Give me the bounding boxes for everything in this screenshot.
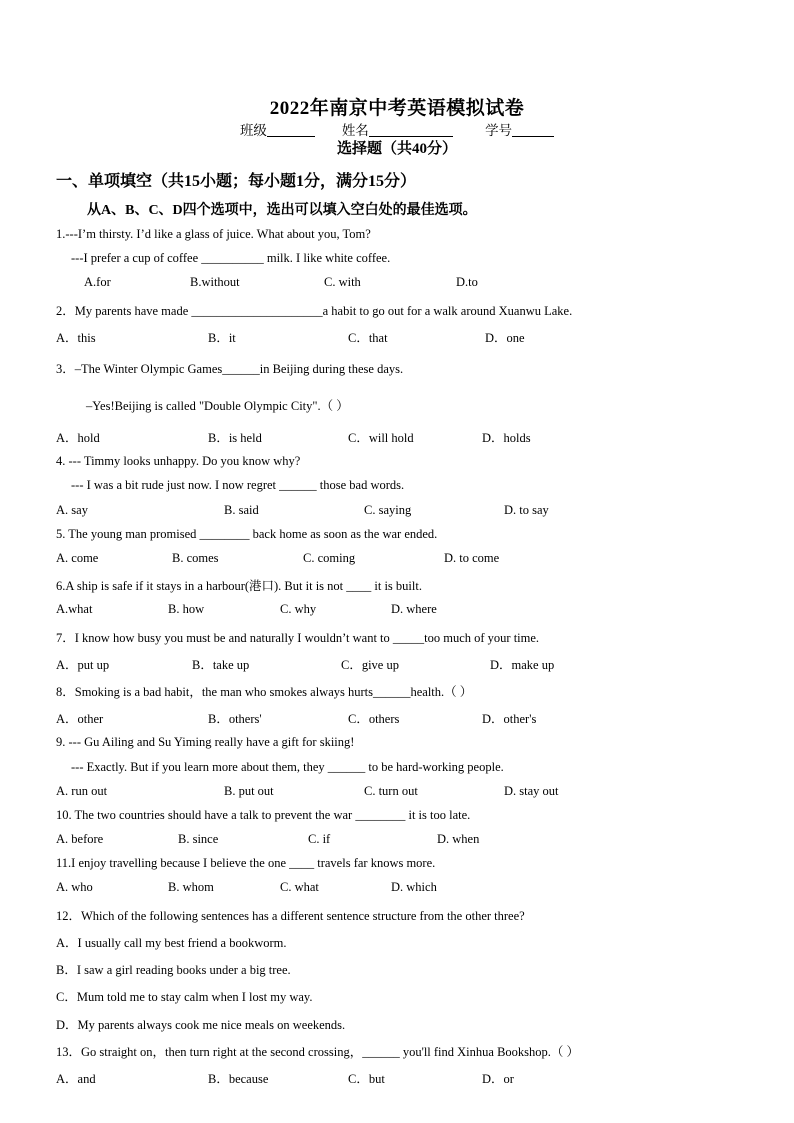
question-5-option-b: B. comes xyxy=(172,551,219,565)
question-8-option-d: D．other's xyxy=(482,712,537,726)
question-1-option-d: D.to xyxy=(456,275,478,289)
question-13-option-a: A．and xyxy=(56,1072,96,1086)
question-6-option-c: C. why xyxy=(280,602,317,616)
question-10-option-d: D. when xyxy=(437,832,480,846)
name-blank xyxy=(369,122,453,137)
question-11-option-a: A. who xyxy=(56,880,93,894)
section-instruction: 从A、B、C、D四个选项中，选出可以填入空白处的最佳选项。 xyxy=(87,203,477,218)
question-4-stem: 4. --- Timmy looks unhappy. Do you know why? xyxy=(56,454,301,468)
question-13-option-c: C．but xyxy=(348,1072,385,1086)
question-1-option-a: A.for xyxy=(84,275,111,289)
question-3-reply: –Yes!Beijing is called "Double Olympic City".（ ） xyxy=(86,399,349,413)
question-1-option-c: C. with xyxy=(324,275,361,289)
question-9-option-a: A. run out xyxy=(56,784,108,798)
question-7-option-c: C．give up xyxy=(341,658,399,672)
question-10-option-a: A. before xyxy=(56,832,104,846)
question-8-option-b: B．others' xyxy=(208,712,262,726)
question-9-option-d: D. stay out xyxy=(504,784,559,798)
question-9-option-b: B. put out xyxy=(224,784,274,798)
question-12-option-c: C．Mum told me to stay calm when I lost my way. xyxy=(56,990,313,1004)
question-6-option-a: A.what xyxy=(56,602,93,616)
question-7-option-a: A．put up xyxy=(56,658,110,672)
question-4-option-b: B. said xyxy=(224,503,259,517)
name-label: 姓名 xyxy=(341,123,369,138)
question-12-option-d: D．My parents always cook me nice meals on weekends. xyxy=(56,1018,346,1032)
question-8-option-c: C．others xyxy=(348,712,400,726)
question-7-option-d: D．make up xyxy=(490,658,555,672)
question-12-option-a: A．I usually call my best friend a bookworm. xyxy=(56,936,287,950)
question-9-option-c: C. turn out xyxy=(364,784,418,798)
question-3-option-b: B．is held xyxy=(208,431,262,445)
question-3-option-c: C．will hold xyxy=(348,431,414,445)
question-4-option-d: D. to say xyxy=(504,503,549,517)
question-8-option-a: A．other xyxy=(56,712,104,726)
question-2-stem: 2．My parents have made _____________________a habit to go out for a walk around Xuanwu Lake. xyxy=(56,304,573,318)
question-2-option-a: A．this xyxy=(56,331,96,345)
question-13-option-b: B．because xyxy=(208,1072,269,1086)
question-13-option-d: D．or xyxy=(482,1072,514,1086)
question-12-option-b: B．I saw a girl reading books under a big tree. xyxy=(56,963,291,977)
question-12-stem: 12．Which of the following sentences has a different sentence structure from the other three? xyxy=(56,909,525,923)
question-4-reply: --- I was a bit rude just now. I now regret ______ those bad words. xyxy=(71,478,405,492)
question-1-reply: ---I prefer a cup of coffee __________ milk. I like white coffee. xyxy=(71,251,391,265)
page-title: 2022年南京中考英语模拟试卷 xyxy=(269,98,525,119)
question-1-stem: 1.---I’m thirsty. I’d like a glass of juice. What about you, Tom? xyxy=(56,227,371,241)
question-8-stem: 8．Smoking is a bad habit，the man who smokes always hurts______health.（ ） xyxy=(56,685,473,699)
question-7-option-b: B．take up xyxy=(192,658,250,672)
question-9-reply: --- Exactly. But if you learn more about them, they ______ to be hard-working people. xyxy=(71,760,504,774)
class-label: 班级 xyxy=(239,123,267,138)
section-heading: 一、单项填空（共15小题；每小题1分，满分15分） xyxy=(56,173,417,190)
question-6-option-b: B. how xyxy=(168,602,205,616)
question-11-option-d: D. which xyxy=(391,880,437,894)
question-6-option-d: D. where xyxy=(391,602,437,616)
question-2-option-d: D．one xyxy=(485,331,525,345)
question-10-option-c: C. if xyxy=(308,832,331,846)
question-3-option-d: D．holds xyxy=(482,431,531,445)
question-5-option-d: D. to come xyxy=(444,551,500,565)
question-5-option-c: C. coming xyxy=(303,551,356,565)
question-4-option-a: A. say xyxy=(56,503,88,517)
number-label: 学号 xyxy=(485,123,513,138)
question-4-option-c: C. saying xyxy=(364,503,412,517)
class-blank xyxy=(267,122,315,137)
question-1-option-b: B.without xyxy=(190,275,240,289)
section-subtitle: 选择题（共40分） xyxy=(336,141,457,157)
question-11-stem: 11.I enjoy travelling because I believe the one ____ travels far knows more. xyxy=(56,856,436,870)
question-9-stem: 9. --- Gu Ailing and Su Yiming really have a gift for skiing! xyxy=(56,735,355,749)
question-6-stem: 6.A ship is safe if it stays in a harbour(港口). But it is not ____ it is built. xyxy=(56,579,422,593)
question-3-stem: 3．–The Winter Olympic Games______in Beijing during these days. xyxy=(56,362,404,376)
question-13-stem: 13．Go straight on，then turn right at the second crossing，______ you'll find Xinhua Bookshop.（ ） xyxy=(56,1045,580,1059)
question-5-option-a: A. come xyxy=(56,551,99,565)
question-2-option-c: C．that xyxy=(348,331,388,345)
question-11-option-b: B. whom xyxy=(168,880,214,894)
question-11-option-c: C. what xyxy=(280,880,319,894)
question-7-stem: 7．I know how busy you must be and naturally I wouldn’t want to _____too much of your time. xyxy=(56,631,540,645)
question-10-stem: 10. The two countries should have a talk to prevent the war ________ it is too late. xyxy=(56,808,471,822)
question-2-option-b: B．it xyxy=(208,331,236,345)
question-10-option-b: B. since xyxy=(178,832,219,846)
student-info-line xyxy=(0,119,794,139)
number-blank xyxy=(512,122,554,137)
question-3-option-a: A．hold xyxy=(56,431,100,445)
question-5-stem: 5. The young man promised ________ back home as soon as the war ended. xyxy=(56,527,438,541)
